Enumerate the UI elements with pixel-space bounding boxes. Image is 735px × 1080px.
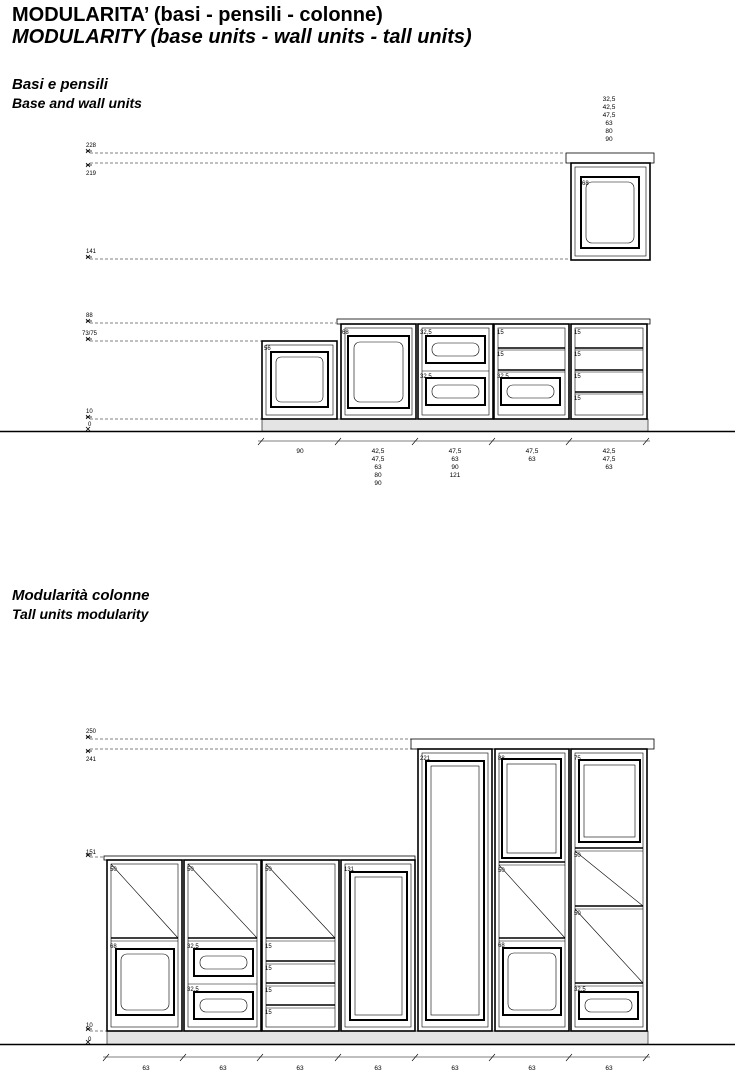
tall-shelf-label-2: 15 (265, 966, 272, 972)
open-label-6: 50 (574, 911, 581, 917)
wall-width-5: 80 (605, 128, 613, 135)
width-col5-1: 47,5 (602, 456, 616, 463)
base-wall-elevation (0, 149, 735, 445)
tall-width-4: 63 (374, 1065, 382, 1072)
tall-level-arrows (86, 735, 92, 1044)
width-col1-0: 90 (296, 448, 304, 455)
width-col2-4: 90 (374, 480, 382, 487)
width-col3-1: 63 (451, 456, 459, 463)
tall-elevation (0, 735, 735, 1061)
width-col3-3: 121 (449, 472, 461, 479)
shelf-label-3: 15 (574, 330, 581, 336)
tall-level-151: 151 (86, 850, 97, 856)
door-unit-label: 68 (342, 330, 349, 336)
tall-shelf-label-4: 15 (265, 1010, 272, 1016)
tall-width-dimension (103, 1054, 650, 1061)
tall-width-6: 63 (528, 1065, 536, 1072)
tall-width-5: 63 (451, 1065, 459, 1072)
width-col2-1: 47,5 (371, 456, 385, 463)
drawer-base-unit (418, 324, 493, 419)
level-mark-141: 141 (86, 249, 97, 255)
width-col3-2: 90 (451, 464, 459, 471)
width-col4-1: 63 (528, 456, 536, 463)
tall-col-1 (107, 860, 182, 1031)
tall-col-6 (495, 749, 569, 1031)
top-door-75-label: 75 (574, 756, 581, 762)
title-italian: MODULARITA’ (basi - pensili - colonne) (12, 4, 383, 26)
open-label-5: 50 (574, 853, 581, 859)
shelf-label-1: 15 (497, 330, 504, 336)
tall-plinth (107, 1031, 648, 1044)
drawer-label-2: 32,5 (420, 374, 432, 380)
tall-shelf-label-3: 15 (265, 988, 272, 994)
upper-door-88-label: 88 (498, 756, 505, 762)
width-col2-0: 42,5 (371, 448, 385, 455)
section-heading-tall-en: Tall units modularity (12, 606, 149, 622)
width-col5-2: 63 (605, 464, 613, 471)
corner-unit-label: 56 (264, 346, 271, 352)
width-col4-0: 47,5 (525, 448, 539, 455)
base-width-dimension (258, 438, 650, 445)
door-label-1: 68 (110, 944, 117, 950)
tall-door-221-label: 221 (420, 756, 431, 762)
level-mark-0: 0 (88, 422, 92, 428)
tall-level-leaders (90, 739, 418, 1031)
tall-top (411, 739, 654, 749)
shelf-label-6: 15 (574, 396, 581, 402)
level-mark-10: 10 (86, 409, 93, 415)
tall-door-131-label: 131 (344, 867, 355, 873)
plinth (262, 419, 648, 431)
tall-col-3 (262, 860, 339, 1031)
tall-level-241: 241 (86, 757, 97, 763)
open-shelf-base-unit (571, 324, 647, 419)
corner-base-unit (262, 341, 337, 419)
shelf-label-4: 15 (574, 352, 581, 358)
level-mark-73-75: 73/75 (82, 331, 98, 337)
shelf-label-2: 15 (497, 352, 504, 358)
tall-col-4 (341, 860, 415, 1031)
tall-shelf-label-1: 15 (265, 944, 272, 950)
tall-drawer-label-3: 32,5 (574, 987, 586, 993)
shelf-label-5: 15 (574, 374, 581, 380)
open-label-2: 50 (187, 867, 194, 873)
wall-width-1: 32,5 (602, 96, 616, 103)
tall-width-7: 63 (605, 1065, 613, 1072)
open-label-3: 50 (265, 867, 272, 873)
tall-level-0: 0 (88, 1037, 92, 1043)
drawer-label-3: 32,5 (497, 374, 509, 380)
title-english: MODULARITY (base units - wall units - tall units) (12, 26, 472, 48)
drawer-shelf-base-unit (494, 324, 569, 419)
tall-drawer-label-2: 32,5 (187, 987, 199, 993)
open-label-1: 50 (110, 867, 117, 873)
level-mark-88: 88 (86, 313, 93, 319)
section-heading-base-wall-en: Base and wall units (12, 95, 142, 111)
door-label-2: 68 (498, 943, 505, 949)
wall-width-6: 90 (605, 136, 613, 143)
level-mark-219: 219 (86, 171, 97, 177)
level-mark-228: 228 (86, 143, 97, 149)
width-col3-0: 47,5 (448, 448, 462, 455)
tall-width-2: 63 (219, 1065, 227, 1072)
wall-width-3: 47,5 (602, 112, 616, 119)
width-col2-3: 80 (374, 472, 382, 479)
section-heading-tall-it: Modularità colonne (12, 587, 150, 604)
level-arrows (86, 149, 92, 431)
tall-level-250: 250 (86, 729, 97, 735)
wall-unit-label: 68 (582, 181, 589, 187)
width-col2-2: 63 (374, 464, 382, 471)
drawer-label-1: 32,5 (420, 330, 432, 336)
tall-level-10: 10 (86, 1023, 93, 1029)
width-col5-0: 42,5 (602, 448, 616, 455)
open-label-4: 50 (498, 868, 505, 874)
wall-unit (566, 153, 654, 260)
door-base-unit (341, 324, 416, 419)
wall-width-4: 63 (605, 120, 613, 127)
section-heading-base-wall-it: Basi e pensili (12, 76, 108, 93)
tall-width-1: 63 (142, 1065, 150, 1072)
tall-drawer-label-1: 32,5 (187, 944, 199, 950)
tall-col-5 (418, 749, 492, 1031)
tall-width-3: 63 (296, 1065, 304, 1072)
wall-width-2: 42,5 (602, 104, 616, 111)
